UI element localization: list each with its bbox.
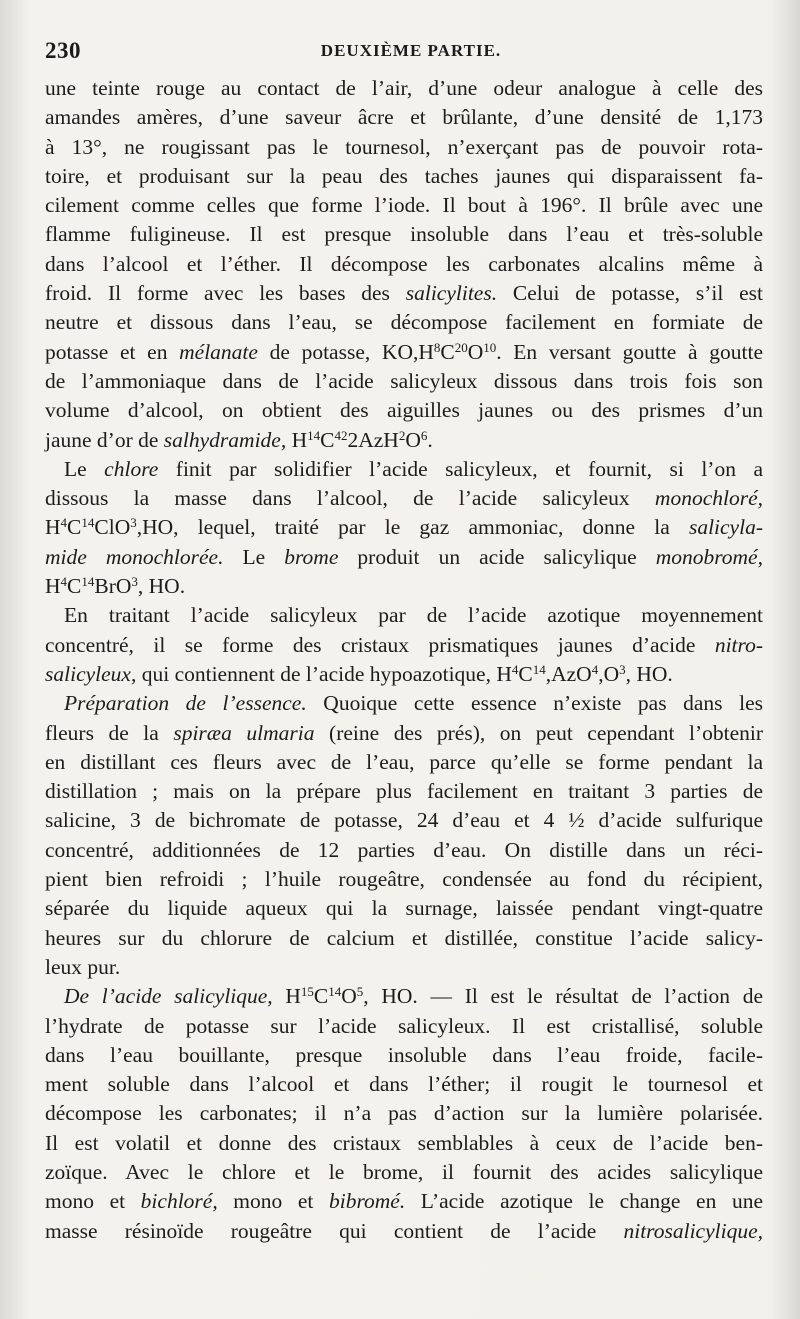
text-line (45, 865, 763, 894)
superscript: 20 (454, 339, 468, 355)
superscript: 15 (300, 984, 314, 1000)
text-segment: ClO (94, 515, 131, 540)
text-segment: H (45, 515, 61, 540)
italic-text: nitro- (714, 632, 763, 657)
text-segment: neutre et dissous dans l’eau, se décompose facilement en formiate de (45, 310, 763, 335)
text-line (45, 894, 763, 923)
text-segment: ,O (598, 661, 620, 686)
superscript: 14 (307, 427, 321, 443)
text-segment: BrO (94, 574, 132, 599)
text-line (45, 1217, 763, 1246)
superscript: 6 (420, 427, 428, 443)
text-segment: flamme fuligineuse. Il est presque insoluble dans l’eau et très-soluble (45, 222, 763, 247)
superscript: 4 (591, 661, 599, 677)
text-segment: mono et (45, 1189, 141, 1214)
text-segment: concentré, il se forme des cristaux prismatiques jaunes d’acide (45, 632, 715, 657)
superscript: 42 (334, 427, 348, 443)
text-line (45, 777, 763, 806)
text-line (45, 191, 763, 220)
italic-text: salhydramide, (163, 427, 287, 452)
text-segment: Le (64, 456, 105, 481)
page-number: 230 (45, 38, 81, 63)
text-segment: amandes amères, d’une saveur âcre et brûlante, d’une densité de 1,173 (45, 105, 763, 130)
text-segment: , HO. (137, 574, 186, 599)
text-segment: potasse et en (45, 339, 180, 364)
italic-text: bibromé. (328, 1189, 406, 1214)
text-segment: Il est volatil et donne des cristaux semblables à ceux de l’acide ben- (45, 1130, 763, 1155)
italic-text: salicylites. (405, 281, 498, 306)
text-line (45, 1187, 763, 1216)
text-segment: volume d’alcool, on obtient des aiguilles jaunes ou des prismes d’un (45, 398, 763, 423)
text-segment: séparée du liquide aqueux qui la surnage, laissée pendant vingt-quatre (45, 896, 763, 921)
text-line (45, 806, 763, 835)
text-segment: jaune d’or de (45, 427, 164, 452)
text-segment: cilement comme celles que forme l’iode. Il bout à 196°. Il brûle avec une (45, 193, 763, 218)
text-segment: H (45, 574, 61, 599)
text-line (45, 367, 763, 396)
text-segment: . (427, 427, 433, 452)
text-segment: ,AzO (545, 661, 592, 686)
text-segment: dans l’eau bouillante, presque insoluble dans l’eau froide, facile- (45, 1042, 763, 1067)
italic-text: monobromé, (655, 544, 763, 569)
italic-text: chlore (104, 456, 159, 481)
text-line (45, 982, 763, 1011)
superscript: 4 (60, 574, 68, 590)
text-segment: . En versant goutte à goutte (496, 339, 763, 364)
text-line (45, 455, 763, 484)
superscript: 5 (356, 984, 364, 1000)
text-line (45, 103, 763, 132)
text-segment: décompose les carbonates; il n’a pas d’action sur la lumière polarisée. (45, 1101, 763, 1126)
text-segment: Celui de potasse, s’il est (497, 281, 763, 306)
text-line (45, 1070, 763, 1099)
text-line (45, 396, 763, 425)
text-line (45, 572, 763, 601)
superscript: 4 (60, 515, 68, 531)
text-segment: C (518, 661, 533, 686)
text-line (45, 953, 763, 982)
superscript: 3 (131, 574, 138, 590)
text-segment: C (313, 984, 329, 1009)
text-segment: H (286, 427, 308, 452)
text-segment: dissous la masse dans l’alcool, de l’acide salicyleux (45, 486, 655, 511)
text-segment: leux pur. (45, 954, 121, 979)
text-line (45, 308, 763, 337)
italic-text: salicyla- (688, 515, 763, 540)
text-line (45, 74, 763, 103)
superscript: 4 (511, 661, 519, 677)
superscript: 2 (398, 427, 406, 443)
text-segment: C (320, 427, 335, 452)
page-header (45, 38, 757, 68)
text-segment: L’acide azotique le change en une (405, 1189, 763, 1214)
text-line (45, 631, 763, 660)
italic-text: mélanate (179, 339, 258, 364)
text-segment: dans l’alcool et l’éther. Il décompose les carbonates alcalins même à (45, 251, 763, 276)
text-segment: fleurs de la (45, 720, 174, 745)
text-line (45, 279, 763, 308)
running-title: DEUXIÈME PARTIE. (320, 41, 502, 60)
text-line (45, 513, 763, 542)
text-line (45, 1129, 763, 1158)
text-line (45, 924, 763, 953)
text-line (45, 836, 763, 865)
text-segment: froid. Il forme avec les bases des (45, 281, 406, 306)
italic-text: De l’acide salicylique, (64, 984, 273, 1009)
text-segment: , HO. — Il est le résultat de l’action de (363, 984, 763, 1009)
italic-text: monochloré, (654, 486, 763, 511)
text-line (45, 660, 763, 689)
text-segment: toire, et produisant sur la peau des taches jaunes qui disparaissent fa- (45, 163, 763, 188)
italic-text: salicyleux, (45, 661, 137, 686)
text-segment: produit un acide salicylique (338, 544, 656, 569)
text-segment: distillation ; mais on la prépare plus facilement en traitant 3 parties de (45, 779, 763, 804)
text-segment: ment soluble dans l’alcool et dans l’éther; il rougit le tournesol et (45, 1072, 763, 1097)
body-text (45, 74, 763, 1246)
text-segment: C (67, 574, 82, 599)
text-line (45, 338, 763, 367)
superscript: 14 (328, 984, 342, 1000)
text-segment: C (67, 515, 82, 540)
text-line (45, 689, 763, 718)
text-segment: pient bien refroidi ; l’huile rougeâtre, condensée au fond du récipient, (45, 867, 763, 892)
text-segment: en distillant ces fleurs avec de l’eau, parce qu’elle se forme pendant la (45, 749, 763, 774)
superscript: 8 (433, 339, 441, 355)
text-segment: H (272, 984, 301, 1009)
text-segment: une teinte rouge au contact de l’air, d’une odeur analogue à celle des (45, 76, 763, 100)
text-segment: concentré, additionnées de 12 parties d’eau. On distille dans un réci- (45, 837, 763, 862)
text-line (45, 719, 763, 748)
text-line (45, 1158, 763, 1187)
text-line (45, 162, 763, 191)
text-segment: 2AzH (347, 427, 399, 452)
text-segment: heures sur du chlorure de calcium et distillée, constitue l’acide salicy- (45, 925, 763, 950)
text-segment: O (405, 427, 421, 452)
text-segment: de l’ammoniaque dans de l’acide salicyleux dissous dans trois fois son (45, 368, 763, 393)
text-line (45, 601, 763, 630)
text-line (45, 748, 763, 777)
text-segment: finit par solidifier l’acide salicyleux, et fournit, si l’on a (158, 456, 763, 481)
superscript: 14 (532, 661, 546, 677)
text-segment: O (467, 339, 484, 364)
superscript: 10 (483, 339, 497, 355)
text-line (45, 426, 763, 455)
text-segment: En traitant l’acide salicyleux par de l’acide azotique moyennement (64, 603, 763, 628)
italic-text: nitrosalicylique, (623, 1218, 763, 1243)
italic-text: brome (284, 544, 339, 569)
text-line (45, 133, 763, 162)
text-segment: (reine des prés), on peut cependant l’obtenir (314, 720, 764, 745)
text-segment: à 13°, ne rougissant pas le tournesol, n’exerçant pas de pouvoir rota- (45, 134, 763, 159)
text-line (45, 1012, 763, 1041)
text-line (45, 220, 763, 249)
text-line (45, 484, 763, 513)
text-segment: de potasse, KO,H (257, 339, 434, 364)
text-line (45, 543, 763, 572)
text-segment: Le (223, 544, 285, 569)
text-segment: , HO. (625, 661, 673, 686)
italic-text: mide monochlorée. (45, 544, 224, 569)
superscript: 3 (619, 661, 626, 677)
text-segment: Quoique cette essence n’existe pas dans les (306, 691, 764, 716)
text-line (45, 1041, 763, 1070)
text-line (45, 1099, 763, 1128)
text-segment: mono et (217, 1189, 329, 1214)
text-segment: O (341, 984, 357, 1009)
text-segment: qui contiennent de l’acide hypoazotique, H (136, 661, 512, 686)
text-segment: ,HO, lequel, traité par le gaz ammoniac, donne la (136, 515, 689, 540)
italic-text: spiræa ulmaria (173, 720, 315, 745)
text-line (45, 250, 763, 279)
superscript: 14 (81, 515, 95, 531)
text-segment: salicine, 3 de bichromate de potasse, 24 d’eau et 4 ½ d’acide sulfurique (45, 808, 763, 833)
superscript: 3 (130, 515, 137, 531)
text-segment: masse résinoïde rougeâtre qui contient de l’acide (45, 1218, 624, 1243)
superscript: 14 (81, 574, 95, 590)
text-segment: l’hydrate de potasse sur l’acide salicyleux. Il est cristallisé, soluble (45, 1013, 763, 1038)
text-segment: zoïque. Avec le chlore et le brome, il fournit des acides salicylique (45, 1159, 763, 1184)
italic-text: Préparation de l’essence. (64, 691, 307, 716)
italic-text: bichloré, (140, 1189, 218, 1214)
text-segment: C (440, 339, 455, 364)
